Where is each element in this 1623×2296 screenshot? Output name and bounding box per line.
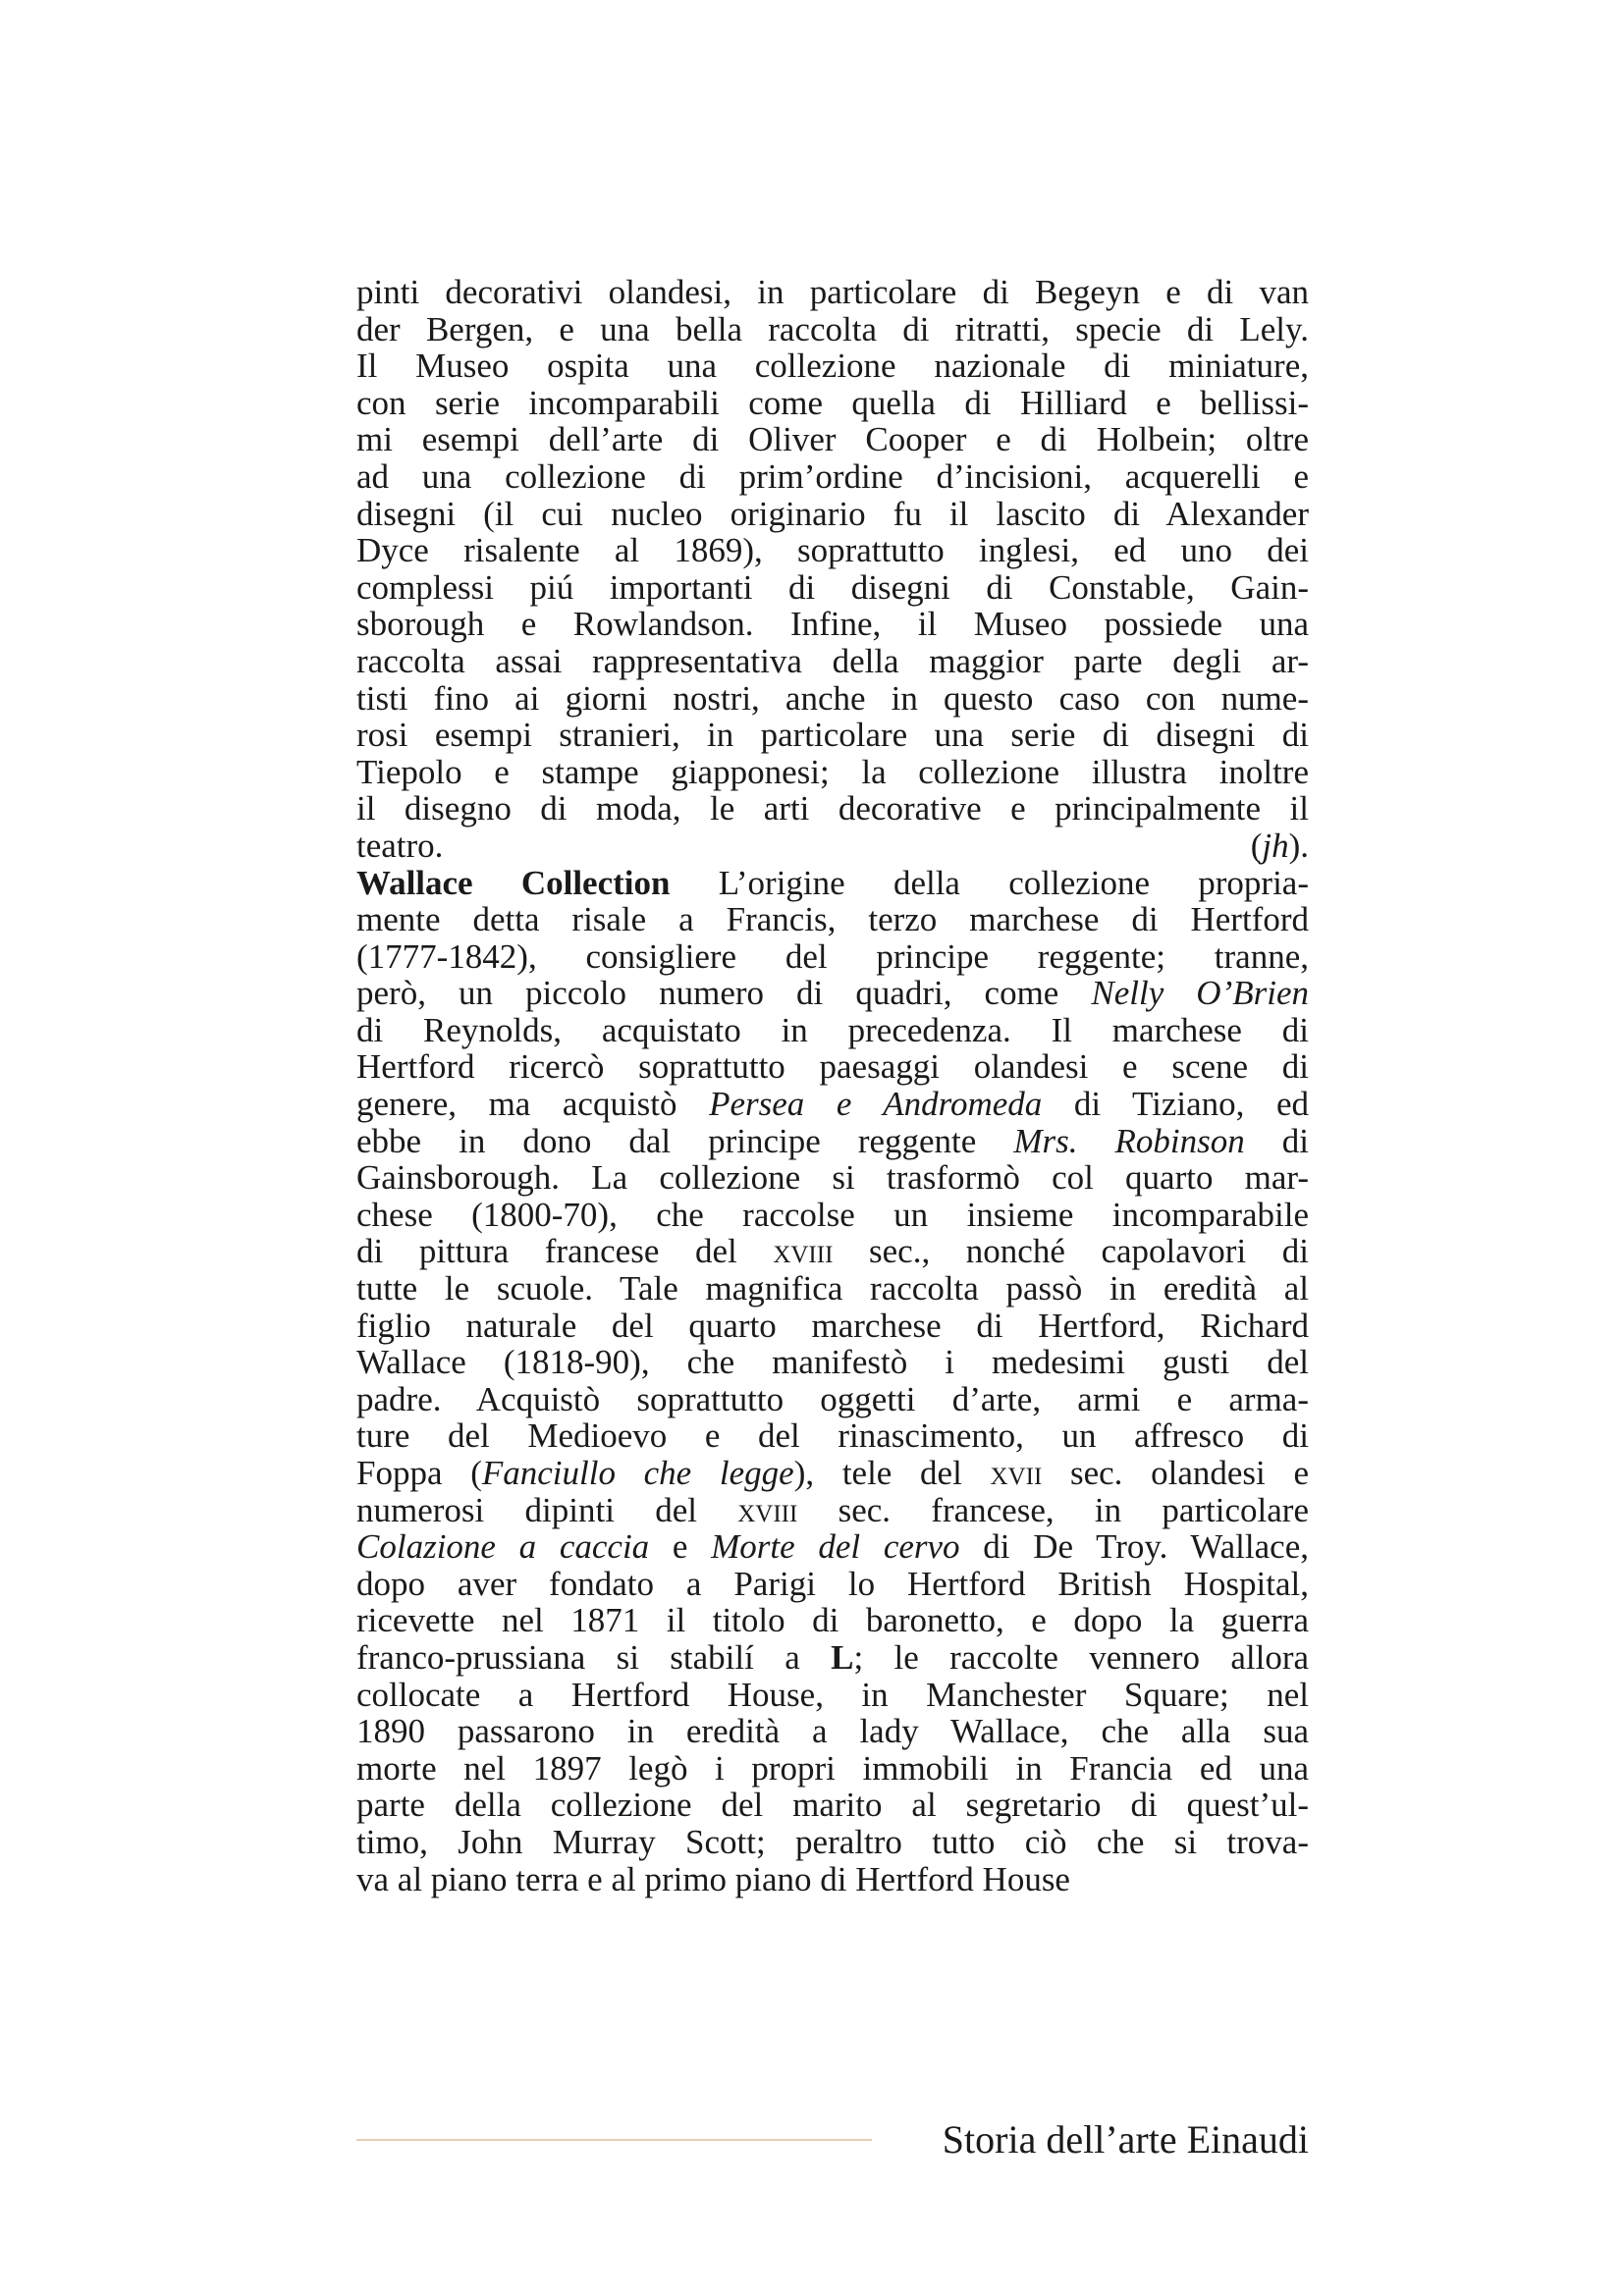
text-segment: ad una collezione di prim’ordine d’incisioni, acquerelli e xyxy=(356,456,1309,496)
text-line xyxy=(356,754,1309,791)
text-line xyxy=(356,1123,1309,1160)
text-segment: numerosi dipinti del xyxy=(356,1490,738,1529)
text-line xyxy=(356,1824,1309,1861)
small-caps-text: xviii xyxy=(773,1232,834,1271)
text-line xyxy=(356,1528,1309,1566)
text-segment: ricevette nel 1871 il titolo di baronetto, e dopo la guerra xyxy=(356,1601,1309,1640)
text-line xyxy=(356,421,1309,458)
text-segment: (1777-1842), consigliere del principe reggente; tranne, xyxy=(356,936,1309,976)
text-line xyxy=(356,1713,1309,1750)
text-segment: L’origine della collezione propria- xyxy=(670,863,1309,902)
text-segment: teatro. ( xyxy=(356,826,1263,865)
text-segment: ), tele del xyxy=(793,1454,991,1492)
text-line xyxy=(356,274,1309,311)
italic-text: Morte del cervo xyxy=(711,1527,960,1567)
text-segment: di pittura francese del xyxy=(356,1232,774,1271)
text-line xyxy=(356,938,1309,976)
text-segment: complessi piú importanti di disegni di Constable, Gain- xyxy=(356,567,1309,607)
text-line xyxy=(356,901,1309,938)
text-line xyxy=(356,1197,1309,1234)
text-segment: pinti decorativi olandesi, in particolare di Begeyn e di van xyxy=(356,273,1309,311)
text-segment: raccolta assai rappresentativa della maggior parte degli ar- xyxy=(356,641,1309,680)
text-segment: timo, John Murray Scott; peraltro tutto ciò che si trova- xyxy=(356,1822,1309,1861)
text-line xyxy=(356,865,1309,902)
text-segment: ture del Medioevo e del rinascimento, un affresco di xyxy=(356,1416,1309,1456)
text-line xyxy=(356,643,1309,680)
text-segment: sec. olandesi e xyxy=(1042,1454,1309,1492)
text-segment: genere, ma acquistò xyxy=(356,1085,710,1124)
text-segment: sborough e Rowlandson. Infine, il Museo possiede una xyxy=(356,605,1309,644)
text-line xyxy=(356,1417,1309,1455)
text-segment: di De Troy. Wallace, xyxy=(959,1527,1309,1567)
text-line xyxy=(356,1308,1309,1345)
text-line xyxy=(356,458,1309,496)
text-segment: Foppa ( xyxy=(356,1454,482,1492)
text-line xyxy=(356,1639,1309,1677)
text-segment: der Bergen, e una bella raccolta di ritratti, specie di Lely. xyxy=(356,309,1309,348)
text-line xyxy=(356,790,1309,828)
italic-text: Fanciullo che legge xyxy=(481,1454,794,1492)
text-segment: rosi esempi stranieri, in particolare una serie di disegni di xyxy=(356,716,1309,755)
italic-text: Persea e Andromeda xyxy=(709,1085,1043,1124)
text-line xyxy=(356,1492,1309,1529)
page-body xyxy=(356,274,1309,1897)
text-segment: ). xyxy=(1288,826,1309,865)
text-segment: il disegno di moda, le arti decorative e principalmente il xyxy=(356,789,1309,828)
text-line xyxy=(356,385,1309,422)
text-line xyxy=(356,1012,1309,1049)
text-line xyxy=(356,1455,1309,1492)
text-segment: Dyce risalente al 1869), soprattutto inglesi, ed uno dei xyxy=(356,531,1309,570)
text-line xyxy=(356,680,1309,718)
text-line xyxy=(356,1159,1309,1197)
text-segment: mente detta risale a Francis, terzo marchese di Hertford xyxy=(356,900,1309,939)
text-line xyxy=(356,717,1309,754)
text-line xyxy=(356,569,1309,607)
small-caps-text: xviii xyxy=(737,1490,798,1529)
bold-heading: L xyxy=(831,1637,854,1677)
text-segment: però, un piccolo numero di quadri, come xyxy=(356,974,1092,1013)
text-line xyxy=(356,1787,1309,1824)
text-segment: Tiepolo e stampe giapponesi; la collezione illustra inoltre xyxy=(356,752,1309,791)
text-segment: e xyxy=(649,1527,712,1567)
text-line xyxy=(356,1048,1309,1086)
text-segment: sec. francese, in particolare xyxy=(797,1490,1309,1529)
text-segment: con serie incomparabili come quella di Hilliard e bellissi- xyxy=(356,383,1309,422)
text-segment: Il Museo ospita una collezione nazionale di miniature, xyxy=(356,347,1309,386)
italic-text: Nelly O’Brien xyxy=(1091,974,1309,1013)
text-line xyxy=(356,347,1309,385)
text-segment: ebbe in dono dal principe reggente xyxy=(356,1121,1014,1160)
text-segment: di Tiziano, ed xyxy=(1042,1085,1310,1124)
italic-text: Colazione a caccia xyxy=(356,1527,650,1567)
bold-heading: Wallace Collection xyxy=(356,863,671,902)
text-line xyxy=(356,606,1309,643)
text-line xyxy=(356,1344,1309,1381)
text-segment: Wallace (1818-90), che manifestò i medesimi gusti del xyxy=(356,1343,1309,1382)
text-segment: sec., nonché capolavori di xyxy=(833,1232,1309,1271)
text-segment: parte della collezione del marito al segretario di quest’ul- xyxy=(356,1786,1309,1825)
text-segment: chese (1800-70), che raccolse un insieme incomparabile xyxy=(356,1195,1309,1234)
page-footer xyxy=(356,2110,1309,2169)
text-segment: va al piano terra e al primo piano di Hertford House xyxy=(356,1859,1070,1898)
text-line xyxy=(356,1086,1309,1123)
text-line xyxy=(356,532,1309,569)
text-segment: Gainsborough. La collezione si trasformò col quarto mar- xyxy=(356,1158,1309,1198)
text-segment: mi esempi dell’arte di Oliver Cooper e di Holbein; oltre xyxy=(356,420,1309,459)
text-line xyxy=(356,975,1309,1012)
text-segment: 1890 passarono in eredità a lady Wallace, che alla sua xyxy=(356,1712,1309,1751)
text-line xyxy=(356,1270,1309,1308)
text-line xyxy=(356,1602,1309,1639)
text-segment: collocate a Hertford House, in Manchester Square; nel xyxy=(356,1675,1309,1714)
text-line xyxy=(356,1381,1309,1418)
text-line xyxy=(356,1677,1309,1714)
italic-text: Mrs. Robinson xyxy=(1013,1121,1245,1160)
text-segment: padre. Acquistò soprattutto oggetti d’arte, armi e arma- xyxy=(356,1379,1309,1418)
text-segment: di Reynolds, acquistato in precedenza. Il marchese di xyxy=(356,1010,1309,1049)
text-line xyxy=(356,496,1309,533)
text-line xyxy=(356,1861,1309,1898)
text-segment: morte nel 1897 legò i propri immobili in Francia ed una xyxy=(356,1748,1309,1788)
text-segment: Hertford ricercò soprattutto paesaggi olandesi e scene di xyxy=(356,1047,1309,1087)
text-line xyxy=(356,1233,1309,1270)
text-line xyxy=(356,311,1309,348)
text-line xyxy=(356,1566,1309,1603)
footer-title: Storia dell’arte Einaudi xyxy=(942,2117,1309,2162)
footer-rule xyxy=(356,2139,872,2141)
text-segment: di xyxy=(1244,1121,1309,1160)
text-line xyxy=(356,1750,1309,1788)
text-segment: figlio naturale del quarto marchese di Hertford, Richard xyxy=(356,1306,1309,1345)
small-caps-text: xvii xyxy=(990,1454,1043,1492)
text-line xyxy=(356,828,1309,865)
text-segment: tisti fino ai giorni nostri, anche in questo caso con nume- xyxy=(356,678,1309,718)
text-segment: ; le raccolte vennero allora xyxy=(853,1637,1310,1677)
text-segment: dopo aver fondato a Parigi lo Hertford British Hospital, xyxy=(356,1564,1309,1603)
text-segment: franco-prussiana si stabilí a xyxy=(356,1637,832,1677)
italic-text: jh xyxy=(1262,826,1289,865)
text-segment: tutte le scuole. Tale magnifica raccolta passò in eredità al xyxy=(356,1269,1309,1308)
text-segment: disegni (il cui nucleo originario fu il lascito di Alexander xyxy=(356,494,1309,533)
